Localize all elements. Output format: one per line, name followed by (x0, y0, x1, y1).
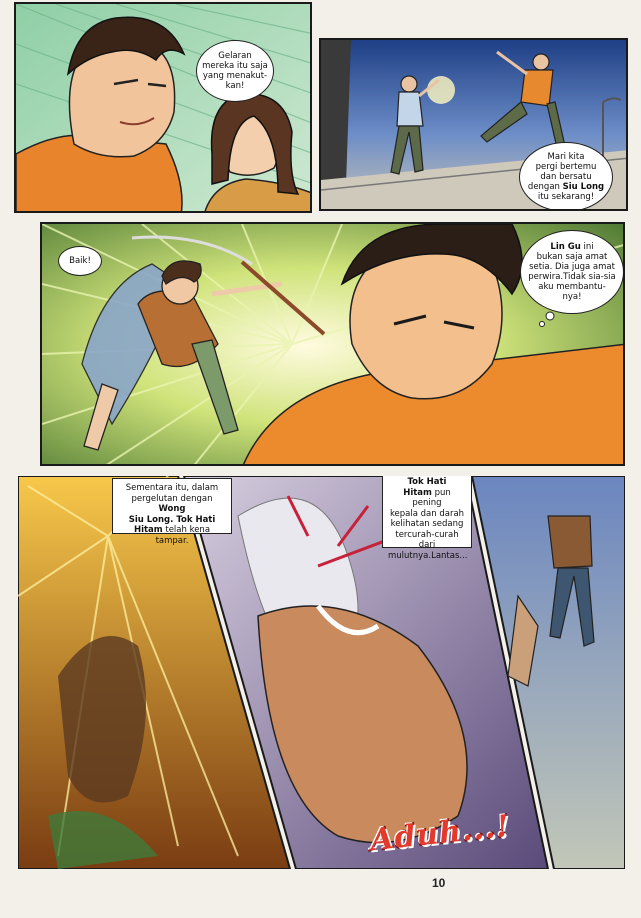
bubble-line: nya! (562, 292, 582, 302)
speech-bubble (519, 142, 613, 211)
bubble-line: perwira.Tidak sia-sia (528, 272, 616, 282)
caption-line: mulutnya.Lantas... (388, 550, 468, 561)
caption-text: pun pening (412, 487, 451, 508)
bubble-line: bukan saja amat (536, 252, 608, 262)
caption-line: kelihatan sedang (390, 519, 464, 529)
character-name: Hitam (133, 525, 163, 535)
character-name: Lin Gu (550, 242, 581, 252)
character-name: Hitam (403, 487, 432, 498)
character-name: Siu Long (562, 182, 605, 192)
caption-line (118, 494, 226, 515)
character-name: Wong (158, 504, 186, 514)
caption-text: pergelutan dengan (131, 493, 213, 504)
speech-bubble (196, 40, 274, 102)
narration-caption (112, 478, 232, 546)
thought-trail-icon (532, 310, 562, 330)
caption-line (388, 488, 466, 509)
bubble-line: setia. Dia juga amat (529, 262, 615, 272)
caption-line: Sementara itu, dalam (125, 483, 219, 493)
bubble-line: dan bersatu (540, 172, 592, 182)
bubble-text: dengan (527, 182, 563, 192)
bubble-line (528, 242, 615, 252)
bubble-line: kan! (225, 81, 245, 91)
page-number: 10 (432, 876, 446, 890)
bubble-line: itu sekarang! (537, 192, 595, 202)
bubble-line: pergi bertemu (535, 162, 597, 172)
caption-line: Tok Hati (407, 477, 447, 487)
bubble-line (528, 182, 604, 192)
bubble-text: ini (580, 242, 594, 252)
bubble-line: mereka itu saja (202, 61, 268, 71)
caption-line (118, 525, 226, 546)
bubble-text: Baik! (69, 256, 91, 266)
panel-4 (18, 476, 625, 869)
panel-4-art (18, 476, 625, 869)
speech-bubble (58, 246, 102, 276)
thought-bubble (520, 230, 624, 314)
caption-line: kepala dan darah (389, 508, 465, 519)
caption-line: Siu Long. Tok Hati (128, 514, 216, 525)
panel-3 (40, 222, 625, 466)
bubble-line: aku membantu- (538, 282, 606, 292)
bubble-line: Gelaran (218, 51, 252, 61)
sound-effect-text: Aduh...! (368, 808, 512, 859)
narration-caption (382, 476, 472, 561)
bubble-line: Mari kita (547, 152, 585, 162)
bubble-line: yang menakut- (202, 71, 268, 81)
caption-line: tercurah-curah dari (395, 529, 459, 550)
caption-text: telah kena tampar. (155, 525, 211, 546)
panel-2 (319, 38, 628, 211)
panel-1-art (16, 4, 312, 213)
panel-1 (14, 2, 312, 213)
